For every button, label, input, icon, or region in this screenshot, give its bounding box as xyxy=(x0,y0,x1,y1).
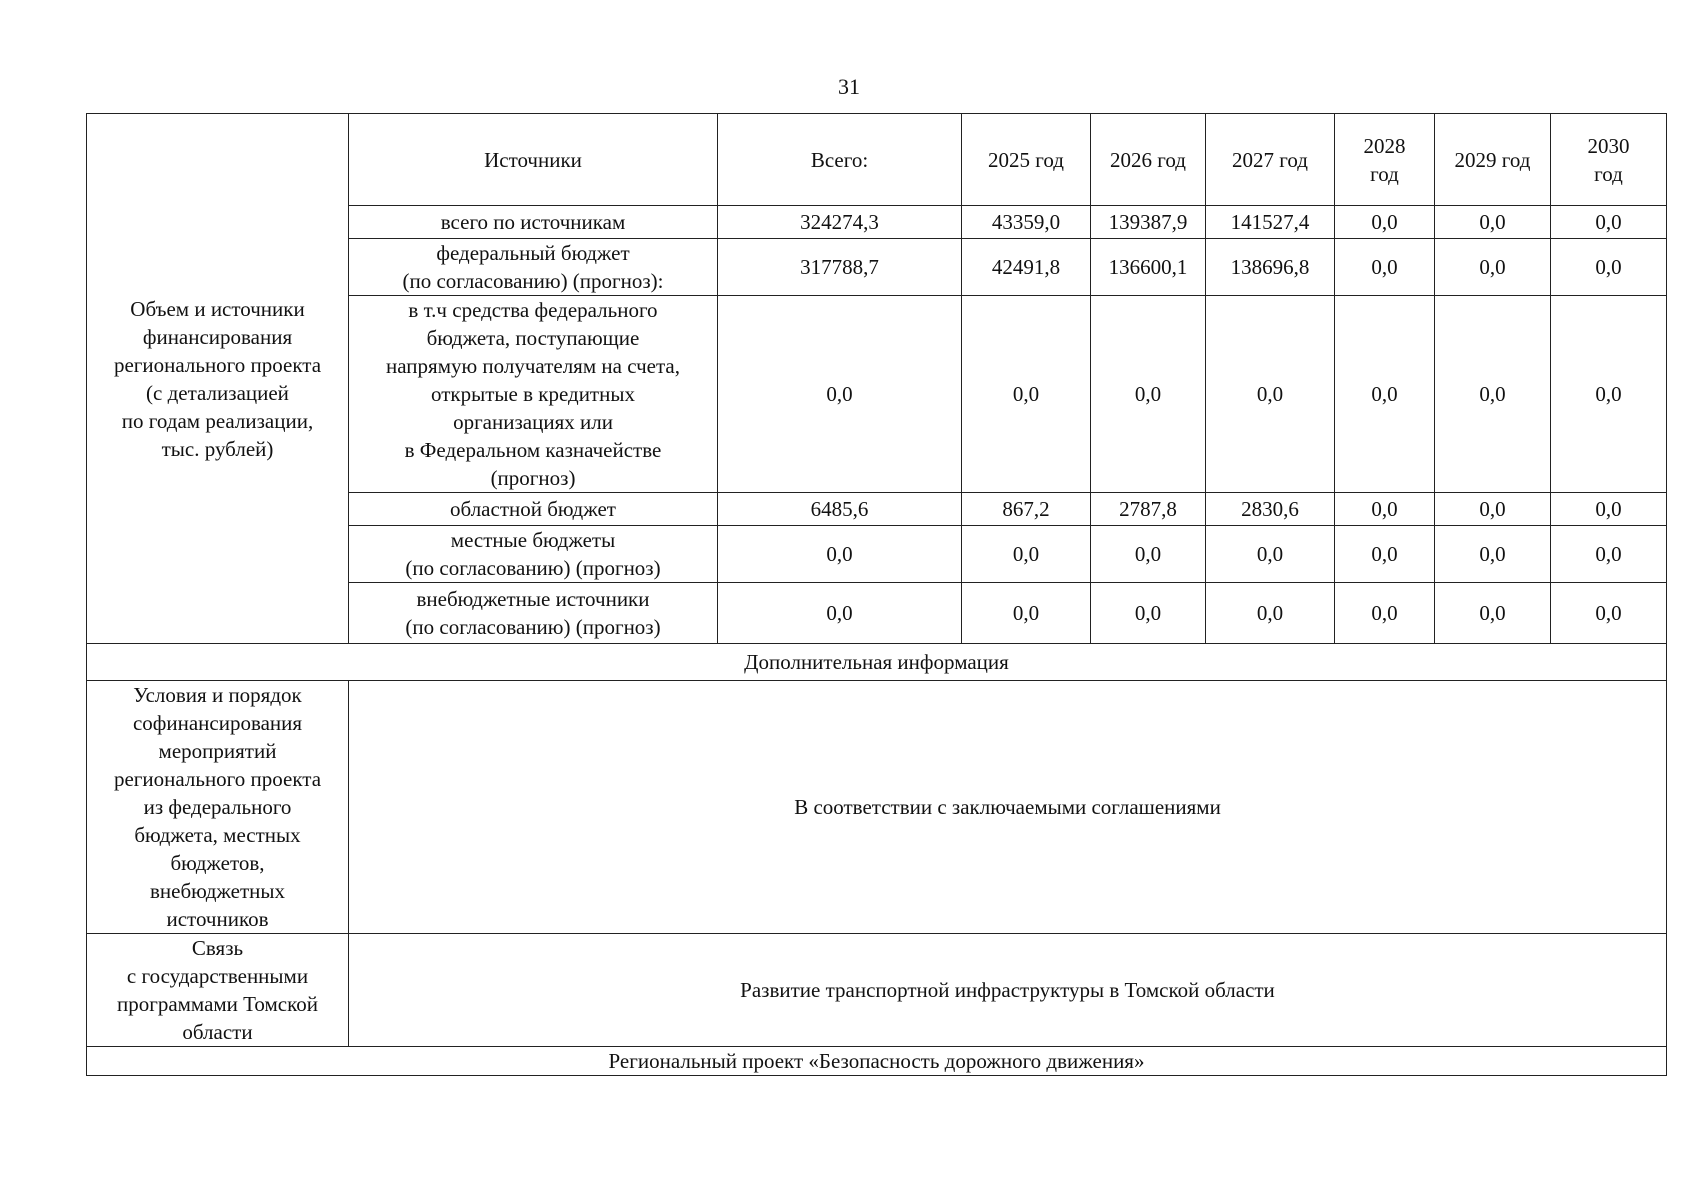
info-table-body xyxy=(87,644,1667,1076)
value-cell: 139387,9 xyxy=(1091,206,1206,239)
value-cell: 0,0 xyxy=(1435,526,1551,583)
value-cell: 2830,6 xyxy=(1206,493,1335,526)
value-cell: 2787,8 xyxy=(1091,493,1206,526)
value-cell: 141527,4 xyxy=(1206,206,1335,239)
value-cell: 42491,8 xyxy=(962,239,1091,296)
value-cell: 0,0 xyxy=(1435,239,1551,296)
value-cell: 0,0 xyxy=(1335,239,1435,296)
financing-label-cell: Объем и источники финансирования регионального проекта (с детализацией по годам реализации, тыс. рублей) xyxy=(87,114,349,644)
financing-table xyxy=(86,113,1667,1076)
source-cell: внебюджетные источники (по согласованию) (прогноз) xyxy=(349,583,718,644)
additional-info-heading: Дополнительная информация xyxy=(87,644,1667,681)
value-cell: 0,0 xyxy=(1435,206,1551,239)
program-link-label: Связь с государственными программами Томской области xyxy=(87,934,349,1047)
value-cell: 0,0 xyxy=(1335,296,1435,493)
cofinancing-label: Условия и порядок софинансирования мероприятий регионального проекта из федерального бюджета, местных бюджетов, внебюджетных источников xyxy=(87,681,349,934)
value-cell: 0,0 xyxy=(1206,296,1335,493)
value-cell: 0,0 xyxy=(1435,493,1551,526)
value-cell: 6485,6 xyxy=(718,493,962,526)
value-cell: 0,0 xyxy=(718,526,962,583)
header-cell: 2028 год xyxy=(1335,114,1435,206)
header-cell: 2029 год xyxy=(1435,114,1551,206)
header-cell: 2025 год xyxy=(962,114,1091,206)
value-cell: 138696,8 xyxy=(1206,239,1335,296)
value-cell: 0,0 xyxy=(1335,526,1435,583)
value-cell: 0,0 xyxy=(962,583,1091,644)
value-cell: 0,0 xyxy=(962,526,1091,583)
program-link-row xyxy=(87,934,1667,1047)
source-cell: областной бюджет xyxy=(349,493,718,526)
value-cell: 0,0 xyxy=(962,296,1091,493)
value-cell: 0,0 xyxy=(1091,583,1206,644)
value-cell: 0,0 xyxy=(1551,526,1667,583)
value-cell: 0,0 xyxy=(1091,526,1206,583)
additional-info-row xyxy=(87,644,1667,681)
value-cell: 0,0 xyxy=(1091,296,1206,493)
cofinancing-row xyxy=(87,681,1667,934)
program-link-value: Развитие транспортной инфраструктуры в Томской области xyxy=(349,934,1667,1047)
value-cell: 0,0 xyxy=(1335,206,1435,239)
value-cell: 0,0 xyxy=(1435,583,1551,644)
header-cell: 2027 год xyxy=(1206,114,1335,206)
header-cell: 2026 год xyxy=(1091,114,1206,206)
regional-project-title: Региональный проект «Безопасность дорожного движения» xyxy=(87,1047,1667,1076)
value-cell: 867,2 xyxy=(962,493,1091,526)
value-cell: 0,0 xyxy=(1551,296,1667,493)
value-cell: 0,0 xyxy=(718,296,962,493)
regional-project-row xyxy=(87,1047,1667,1076)
header-cell: 2030 год xyxy=(1551,114,1667,206)
value-cell: 0,0 xyxy=(1551,583,1667,644)
header-row xyxy=(87,114,1667,206)
value-cell: 0,0 xyxy=(1435,296,1551,493)
financing-table-body xyxy=(87,114,1667,644)
value-cell: 0,0 xyxy=(1335,583,1435,644)
value-cell: 317788,7 xyxy=(718,239,962,296)
source-cell: местные бюджеты (по согласованию) (прогноз) xyxy=(349,526,718,583)
value-cell: 0,0 xyxy=(1206,583,1335,644)
value-cell: 324274,3 xyxy=(718,206,962,239)
value-cell: 0,0 xyxy=(1551,493,1667,526)
value-cell: 136600,1 xyxy=(1091,239,1206,296)
page-number: 31 xyxy=(838,74,860,99)
value-cell: 0,0 xyxy=(1206,526,1335,583)
value-cell: 0,0 xyxy=(1551,206,1667,239)
cofinancing-value: В соответствии с заключаемыми соглашениями xyxy=(349,681,1667,934)
source-cell: федеральный бюджет (по согласованию) (прогноз): xyxy=(349,239,718,296)
value-cell: 0,0 xyxy=(1551,239,1667,296)
value-cell: 0,0 xyxy=(1335,493,1435,526)
source-cell: всего по источникам xyxy=(349,206,718,239)
header-cell: Источники xyxy=(349,114,718,206)
header-cell: Всего: xyxy=(718,114,962,206)
source-cell: в т.ч средства федерального бюджета, поступающие напрямую получателям на счета, открытые в кредитных организациях или в Федеральном казначействе (прогноз) xyxy=(349,296,718,493)
value-cell: 0,0 xyxy=(718,583,962,644)
value-cell: 43359,0 xyxy=(962,206,1091,239)
